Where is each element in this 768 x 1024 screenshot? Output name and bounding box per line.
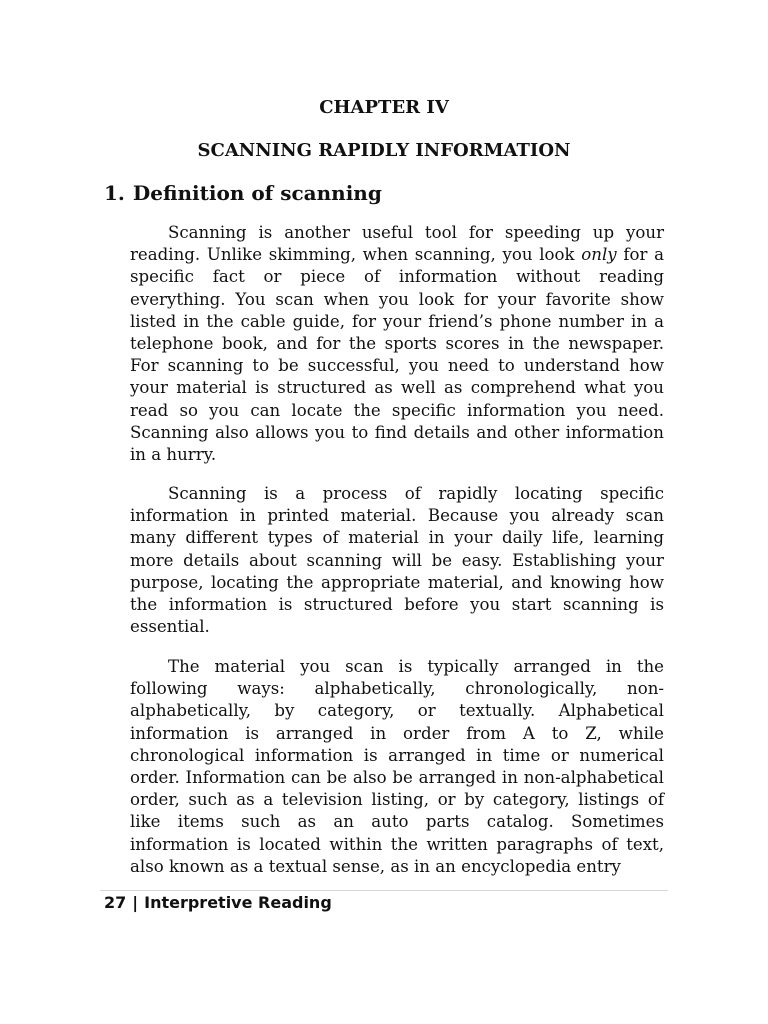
page-number: 27 [104, 893, 127, 912]
section-heading [104, 181, 382, 205]
paragraph-text: Scanning is another useful tool for speeding up your reading. Unlike skimming, when scanning, you look [130, 223, 664, 265]
paragraph: The material you scan is typically arranged in the following ways: alphabetically, chronologically, non-alphabetically, by category, or textually. Alphabetical information is arranged in order from A to Z, while chronological information is arranged in time or numerical order. Information can be also be arranged in non-alphabetical order, such as a television listing, or by category, listings of like items such as an auto parts catalog. Sometimes information is located within the written paragraphs of text, also known as a textual sense, as in an encyclopedia entry [130, 657, 664, 876]
section-title: Definition of scanning [132, 181, 382, 205]
footer-separator: | [132, 893, 139, 912]
paragraph [130, 222, 664, 466]
footer-divider [100, 890, 668, 891]
chapter-subtitle: SCANNING RAPIDLY INFORMATION [197, 140, 571, 161]
paragraph-text: for a specific fact or piece of information without reading everything. You scan when you look for your favorite show listed in the cable guide, for your friend’s phone number in a telephone book, and for the sports scores in the newspaper. For scanning to be successful, you need to understand how your material is structured as well as comprehend what you read so you can locate the specific information you need. Scanning also allows you to find details and other information in a hurry. [130, 245, 664, 465]
page-footer [104, 893, 332, 912]
section-number: 1. [104, 181, 125, 205]
chapter-heading: CHAPTER IV [319, 97, 449, 118]
paragraph: Scanning is a process of rapidly locating specific information in printed material. Because you already scan many different types of material in your daily life, learning more details about scanning will be easy. Establishing your purpose, locating the appropriate material, and knowing how the information is structured before you start scanning is essential. [130, 484, 664, 637]
book-title: Interpretive Reading [144, 893, 332, 912]
emphasis-text: only [581, 245, 617, 265]
